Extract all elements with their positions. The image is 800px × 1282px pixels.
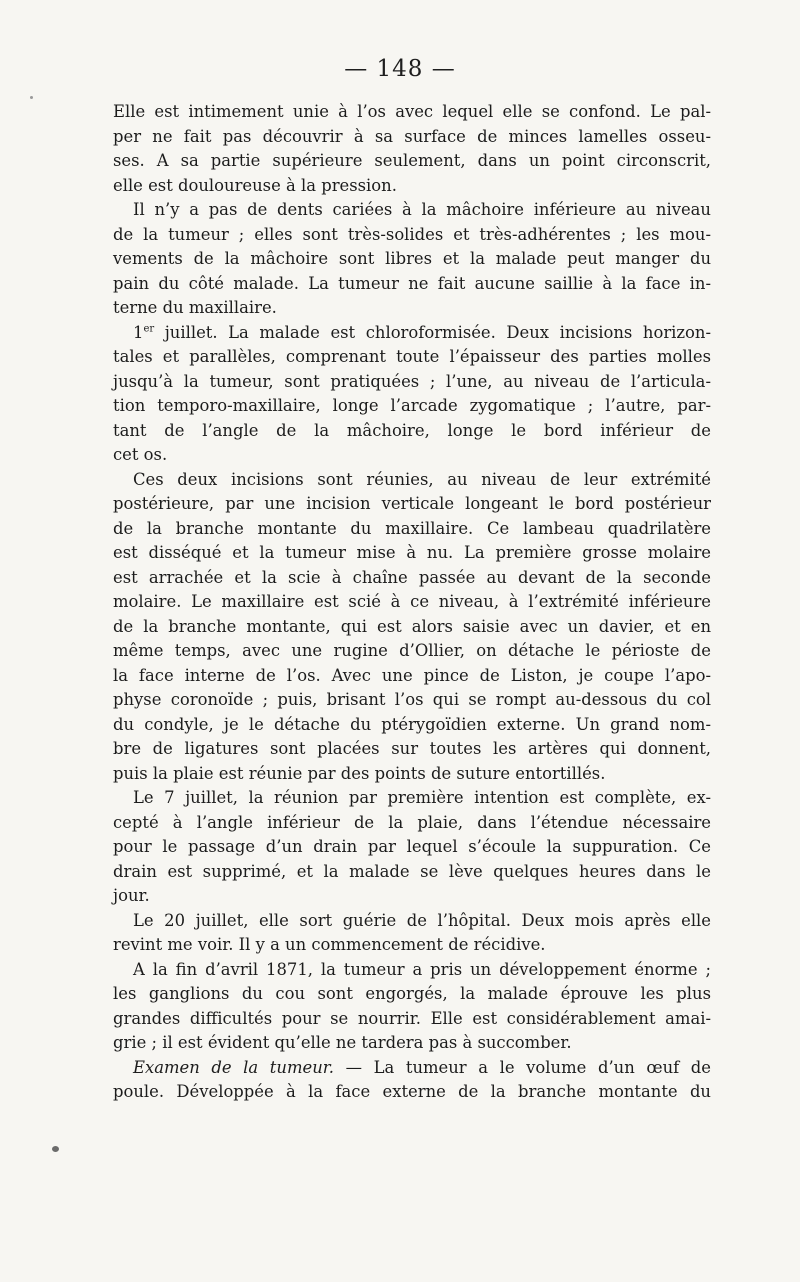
text-line: puis la plaie est réunie par des points de suture entortillés. xyxy=(113,763,606,783)
section-title-italic: Examen de la tumeur. xyxy=(133,1057,334,1077)
text-line: est arrachée et la scie à chaîne passée au devant de la seconde xyxy=(113,567,711,587)
line-remainder: juillet. La malade est chloroformisée. Deux incisions horizon- xyxy=(154,322,711,342)
text-line: elle est douloureuse à la pression. xyxy=(113,175,397,195)
text-line-first-july xyxy=(113,321,711,346)
text-line: pour le passage d’un drain par lequel s’écoule la suppuration. Ce xyxy=(113,837,711,856)
text-line: Le 7 juillet, la réunion par première intention est complète, ex- xyxy=(133,788,711,807)
ink-speck xyxy=(52,1146,59,1152)
text-line: grandes difficultés pour se nourrir. Elle est considérablement amai- xyxy=(113,1008,711,1028)
text-line: tant de l’angle de la mâchoire, longe le bord inférieur de xyxy=(113,420,711,440)
day-number: 1 xyxy=(133,322,144,342)
line-remainder: — La tumeur a le volume d’un œuf de xyxy=(334,1057,711,1077)
text-line: la face interne de l’os. Avec une pince de Liston, je coupe l’apo- xyxy=(113,665,711,685)
text-line: terne du maxillaire. xyxy=(113,298,277,317)
text-line: de la tumeur ; elles sont très-solides et très-adhérentes ; les mou- xyxy=(113,224,711,244)
text-line: de la branche montante du maxillaire. Ce lambeau quadrilatère xyxy=(113,518,711,538)
text-line: cet os. xyxy=(113,445,168,464)
ink-speck xyxy=(30,96,33,99)
text-line: per ne fait pas découvrir à sa surface de minces lamelles osseu- xyxy=(113,126,711,146)
text-line: tales et parallèles, comprenant toute l’épaisseur des parties molles xyxy=(113,347,711,366)
text-line: bre de ligatures sont placées sur toutes les artères qui donnent, xyxy=(113,739,711,758)
text-line-examen xyxy=(113,1056,711,1081)
text-line: physe coronoïde ; puis, brisant l’os qui se rompt au-dessous du col xyxy=(113,690,711,709)
text-line: cepté à l’angle inférieur de la plaie, dans l’étendue nécessaire xyxy=(113,812,711,832)
text-line: est disséqué et la tumeur mise à nu. La première grosse molaire xyxy=(113,543,711,562)
text-line: tion temporo-maxillaire, longe l’arcade zygomatique ; l’autre, par- xyxy=(113,396,711,415)
text-line: grie ; il est évident qu’elle ne tardera pas à succomber. xyxy=(113,1033,572,1052)
text-line: vements de la mâchoire sont libres et la malade peut manger du xyxy=(113,249,711,268)
text-line: les ganglions du cou sont engorgés, la malade éprouve les plus xyxy=(113,984,711,1003)
text-line: Il n’y a pas de dents cariées à la mâchoire inférieure au niveau xyxy=(133,200,711,219)
text-line: postérieure, par une incision verticale longeant le bord postérieur xyxy=(113,494,711,513)
text-line: ses. A sa partie supérieure seulement, dans un point circonscrit, xyxy=(113,151,711,170)
body-text xyxy=(113,100,711,1105)
text-line: poule. Développée à la face externe de la branche montante du xyxy=(113,1082,711,1101)
text-line: Le 20 juillet, elle sort guérie de l’hôpital. Deux mois après elle xyxy=(133,910,711,930)
text-line: molaire. Le maxillaire est scié à ce niveau, à l’extrémité inférieure xyxy=(113,592,711,611)
text-line: jusqu’à la tumeur, sont pratiquées ; l’une, au niveau de l’articula- xyxy=(113,371,711,391)
page-number: — 148 — xyxy=(344,56,456,82)
text-line: Elle est intimement unie à l’os avec lequel elle se confond. Le pal- xyxy=(113,102,711,121)
text-line: jour. xyxy=(113,886,150,905)
text-line: pain du côté malade. La tumeur ne fait aucune saillie à la face in- xyxy=(113,273,711,293)
text-line: drain est supprimé, et la malade se lève quelques heures dans le xyxy=(113,861,711,881)
text-line: du condyle, je le détache du ptérygoïdien externe. Un grand nom- xyxy=(113,714,711,734)
text-line: A la fin d’avril 1871, la tumeur a pris un développement énorme ; xyxy=(133,959,711,979)
text-line: revint me voir. Il y a un commencement de récidive. xyxy=(113,935,546,954)
text-line: Ces deux incisions sont réunies, au niveau de leur extrémité xyxy=(133,469,711,489)
text-line: même temps, avec une rugine d’Ollier, on détache le périoste de xyxy=(113,641,711,660)
text-line: de la branche montante, qui est alors saisie avec un davier, et en xyxy=(113,616,711,636)
ordinal-superscript: er xyxy=(143,323,155,335)
